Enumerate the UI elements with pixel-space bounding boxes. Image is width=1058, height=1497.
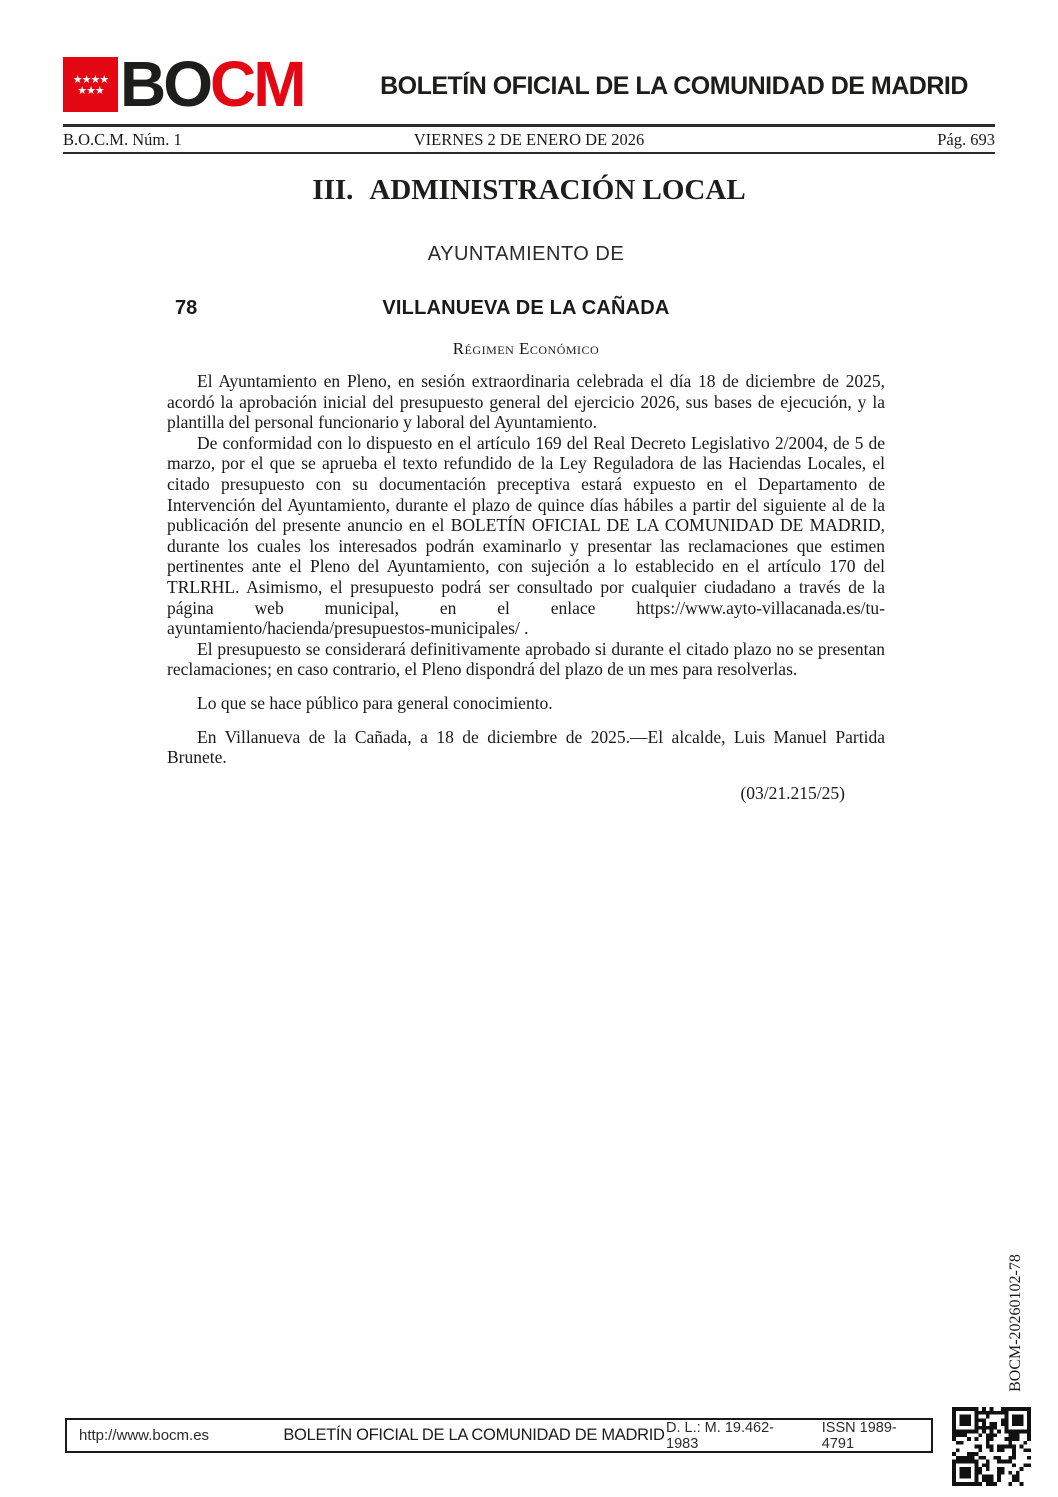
footer-title: BOLETÍN OFICIAL DE LA COMUNIDAD DE MADRID bbox=[283, 1426, 665, 1444]
flag-stars-row-bottom: ★★★ bbox=[77, 83, 104, 97]
issn: ISSN 1989-4791 bbox=[821, 1419, 897, 1452]
body-paragraph: El presupuesto se considerará definitivamente aprobado si durante el citado plazo no se presentan reclamaciones; en caso contrario, el Pleno dispondrá del plazo de un mes para resolverlas. bbox=[167, 638, 885, 680]
logo-letters-bo: BO bbox=[120, 48, 210, 120]
subsection-heading: Régimen Económico bbox=[452, 339, 600, 358]
flag-stars-row-top: ★★★★ bbox=[72, 72, 109, 86]
qr-code bbox=[952, 1407, 1031, 1486]
issue-meta-row bbox=[63, 129, 995, 151]
section-title bbox=[63, 174, 995, 207]
body-paragraph: El Ayuntamiento en Pleno, en sesión extraordinaria celebrada el día 18 de diciembre de 2025, acordó la aprobación inicial del presupuesto general del ejercicio 2026, sus bases de ejecución, y la plantilla del personal funcionario y laboral del Ayuntamiento. bbox=[167, 371, 885, 433]
header-rule-top bbox=[63, 124, 995, 127]
header-rule-bottom bbox=[63, 152, 995, 154]
reference-code: (03/21.215/25) bbox=[740, 782, 845, 803]
vertical-document-id: BOCM-20260102-78 bbox=[1007, 1254, 1024, 1392]
logo-letters-cm: CM bbox=[210, 48, 304, 120]
section-number: III. bbox=[312, 174, 354, 206]
section-title-text: ADMINISTRACIÓN LOCAL bbox=[369, 174, 746, 206]
announcement-body bbox=[167, 371, 885, 803]
bocm-logo bbox=[63, 48, 304, 120]
deposit-legal: D. L.: M. 19.462-1983 bbox=[666, 1419, 774, 1452]
bocm-logo-text bbox=[120, 48, 304, 120]
announcement-number: 78 bbox=[175, 297, 198, 319]
issue-date: VIERNES 2 DE ENERO DE 2026 bbox=[413, 130, 645, 149]
masthead-title: BOLETÍN OFICIAL DE LA COMUNIDAD DE MADRID bbox=[380, 72, 968, 100]
public-notice-paragraph: Lo que se hace público para general conocimiento. bbox=[197, 692, 553, 713]
footer-url: http://www.bocm.es bbox=[79, 1427, 210, 1444]
footer-legal bbox=[666, 1420, 931, 1452]
madrid-flag-icon bbox=[63, 57, 118, 112]
body-paragraph: De conformidad con lo dispuesto en el artículo 169 del Real Decreto Legislativo 2/2004, de 5 de marzo, por el que se aprueba el texto refundido de la Ley Reguladora de las Haciendas Locales, el citado presupuesto con su documentación preceptiva estará expuesto en el Departamento de Intervención del Ayuntamiento, durante el plazo de quince días hábiles a partir del siguiente al de la publicación del presente anuncio en el BOLETÍN OFICIAL DE LA COMUNIDAD DE MADRID, durante los cuales los interesados podrán examinarlo y presentar las reclamaciones que estimen pertinentes ante el Pleno del Ayuntamiento, con sujeción a lo establecido en el artículo 170 del TRLRHL. Asimismo, el presupuesto podrá ser consultado por cualquier ciudadano a través de la página web municipal, en el enlace https://www.ayto-villacanada.es/tu-ayuntamiento/hacienda/presupuestos-municipales/ . bbox=[167, 432, 885, 639]
municipality-name: VILLANUEVA DE LA CAÑADA bbox=[382, 297, 670, 319]
municipality-heading: AYUNTAMIENTO DE bbox=[427, 243, 625, 265]
page-number: Pág. 693 bbox=[937, 130, 995, 149]
signature-paragraph: En Villanueva de la Cañada, a 18 de diciembre de 2025.—El alcalde, Luis Manuel Partida Brunete. bbox=[167, 726, 885, 768]
footer-bar bbox=[65, 1418, 933, 1453]
issue-number: B.O.C.M. Núm. 1 bbox=[63, 130, 182, 149]
